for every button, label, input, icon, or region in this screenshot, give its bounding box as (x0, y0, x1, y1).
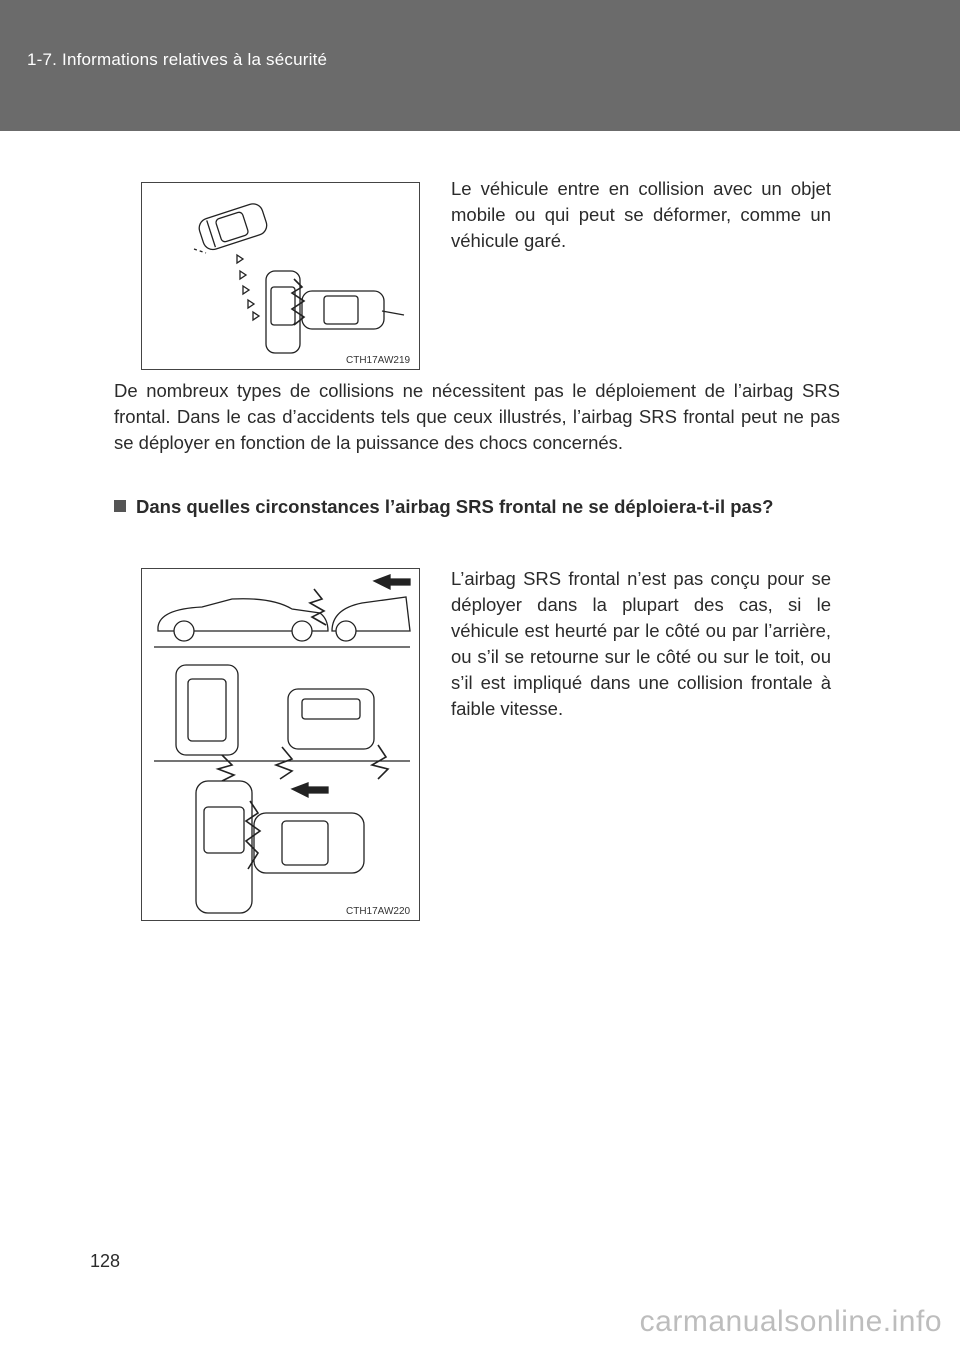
section-heading-text: Dans quelles circonstances l’airbag SRS frontal ne se déploiera-t-il pas? (136, 496, 774, 517)
page-number: 128 (90, 1251, 121, 1271)
section-title: 1-7. Informations relatives à la sécurité (27, 50, 328, 69)
paragraph-not-designed: L’airbag SRS frontal n’est pas conçu pour se déployer dans la plupart des cas, si le véhicule est heurté par le côté ou par l’arrière, ou s’il se retourne sur le côté ou sur le toit, ou s’il est impliqué dans une collision frontale à faible vitesse. (451, 568, 831, 719)
figure-code: CTH17AW219 (346, 355, 411, 366)
page-header (0, 0, 960, 131)
watermark: carmanualsonline.info (639, 1305, 942, 1338)
no-deploy-illustration (142, 569, 419, 920)
paragraph-many-types: De nombreux types de collisions ne nécessitent pas le déploiement de l’airbag SRS frontal. Dans le cas d’accidents tels que ceux illustrés, l’airbag SRS frontal peut ne pas se déployer en fonction de la puissance des chocs concernés. (114, 380, 840, 453)
collision-illustration (142, 183, 419, 369)
heading-bullet-icon (114, 500, 126, 512)
paragraph-moving-object: Le véhicule entre en collision avec un objet mobile ou qui peut se déformer, comme un véhicule garé. (451, 178, 831, 251)
section-heading (114, 494, 840, 520)
figure-collision-moving-object (141, 182, 420, 370)
figure-no-deploy-cases (141, 568, 420, 921)
figure-code: CTH17AW220 (346, 906, 411, 917)
